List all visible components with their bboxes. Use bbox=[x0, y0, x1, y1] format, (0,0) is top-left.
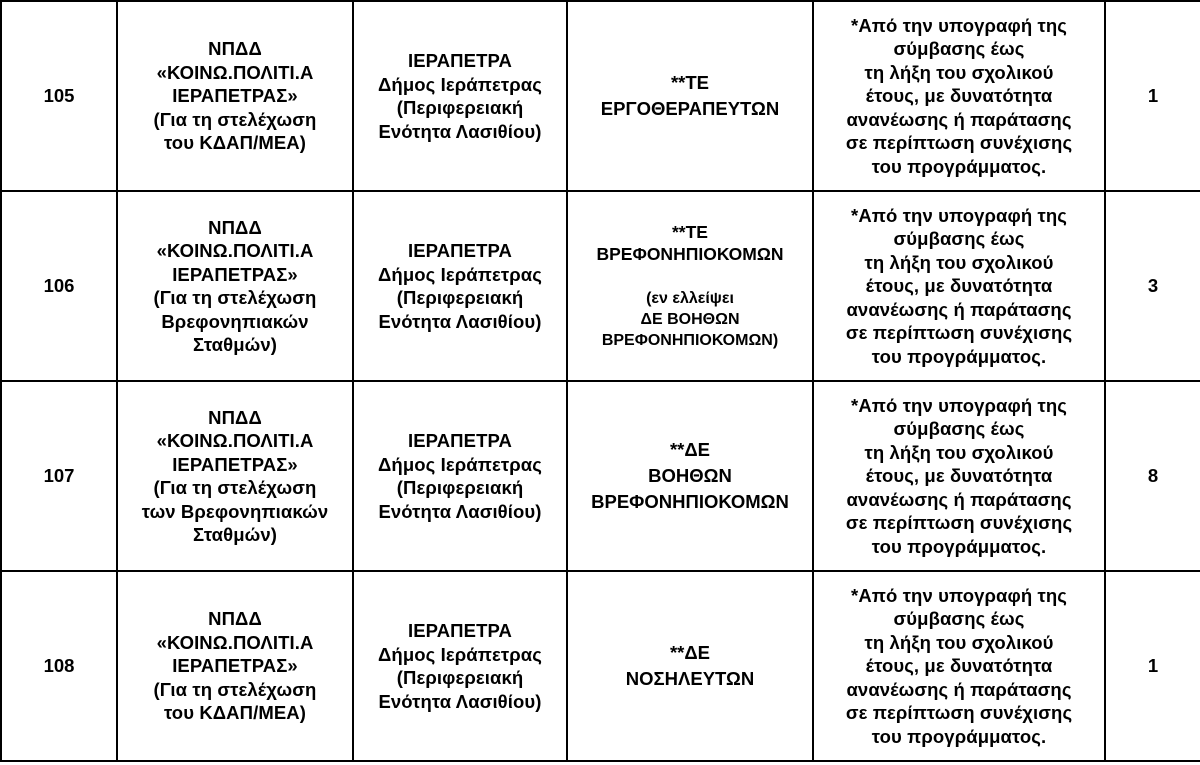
positions-count: 1 bbox=[1105, 571, 1200, 761]
row-number: 105 bbox=[1, 1, 117, 191]
service-unit: ΝΠΔΔ «ΚΟΙΝΩ.ΠΟΛΙΤΙ.Α ΙΕΡΑΠΕΤΡΑΣ» (Για τη στελέχωση Βρεφονηπιακών Σταθμών) bbox=[117, 191, 353, 381]
service-unit: ΝΠΔΔ «ΚΟΙΝΩ.ΠΟΛΙΤΙ.Α ΙΕΡΑΠΕΤΡΑΣ» (Για τη στελέχωση του ΚΔΑΠ/ΜΕΑ) bbox=[117, 571, 353, 761]
table-row bbox=[1, 381, 1200, 571]
table-row bbox=[1, 1, 1200, 191]
service-unit: ΝΠΔΔ «ΚΟΙΝΩ.ΠΟΛΙΤΙ.Α ΙΕΡΑΠΕΤΡΑΣ» (Για τη στελέχωση των Βρεφονηπιακών Σταθμών) bbox=[117, 381, 353, 571]
specialty-note: (εν ελλείψει ΔΕ ΒΟΗΘΩΝ ΒΡΕΦΟΝΗΠΙΟΚΟΜΩΝ) bbox=[601, 290, 779, 350]
location: ΙΕΡΑΠΕΤΡΑ Δήμος Ιεράπετρας (Περιφερειακή Ενότητα Λασιθίου) bbox=[353, 1, 567, 191]
specialty-cell bbox=[567, 381, 813, 571]
contract-duration: *Από την υπογραφή της σύμβασης έως τη λήξη του σχολικού έτους, με δυνατότητα ανανέωσης ή παράτασης σε περίπτωση συνέχισης του προγράμματος. bbox=[813, 191, 1105, 381]
row-number: 106 bbox=[1, 191, 117, 381]
specialty: **ΤΕ ΕΡΓΟΘΕΡΑΠΕΥΤΩΝ bbox=[600, 72, 780, 119]
positions-count: 3 bbox=[1105, 191, 1200, 381]
service-unit: ΝΠΔΔ «ΚΟΙΝΩ.ΠΟΛΙΤΙ.Α ΙΕΡΑΠΕΤΡΑΣ» (Για τη στελέχωση του ΚΔΑΠ/ΜΕΑ) bbox=[117, 1, 353, 191]
positions-count: 8 bbox=[1105, 381, 1200, 571]
specialty: **ΤΕ ΒΡΕΦΟΝΗΠΙΟΚΟΜΩΝ bbox=[596, 221, 784, 264]
table-row bbox=[1, 191, 1200, 381]
row-number: 108 bbox=[1, 571, 117, 761]
location: ΙΕΡΑΠΕΤΡΑ Δήμος Ιεράπετρας (Περιφερειακή Ενότητα Λασιθίου) bbox=[353, 571, 567, 761]
contract-duration: *Από την υπογραφή της σύμβασης έως τη λήξη του σχολικού έτους, με δυνατότητα ανανέωσης ή παράτασης σε περίπτωση συνέχισης του προγράμματος. bbox=[813, 571, 1105, 761]
specialty-cell bbox=[567, 571, 813, 761]
specialty-cell bbox=[567, 191, 813, 381]
contract-duration: *Από την υπογραφή της σύμβασης έως τη λήξη του σχολικού έτους, με δυνατότητα ανανέωσης ή παράτασης σε περίπτωση συνέχισης του προγράμματος. bbox=[813, 1, 1105, 191]
positions-count: 1 bbox=[1105, 1, 1200, 191]
specialty: **ΔΕ ΝΟΣΗΛΕΥΤΩΝ bbox=[625, 642, 755, 689]
location: ΙΕΡΑΠΕΤΡΑ Δήμος Ιεράπετρας (Περιφερειακή Ενότητα Λασιθίου) bbox=[353, 191, 567, 381]
table-row bbox=[1, 571, 1200, 761]
location: ΙΕΡΑΠΕΤΡΑ Δήμος Ιεράπετρας (Περιφερειακή Ενότητα Λασιθίου) bbox=[353, 381, 567, 571]
specialty: **ΔΕ ΒΟΗΘΩΝ ΒΡΕΦΟΝΗΠΙΟΚΟΜΩΝ bbox=[591, 439, 789, 512]
contract-duration: *Από την υπογραφή της σύμβασης έως τη λήξη του σχολικού έτους, με δυνατότητα ανανέωσης ή παράτασης σε περίπτωση συνέχισης του προγράμματος. bbox=[813, 381, 1105, 571]
row-number: 107 bbox=[1, 381, 117, 571]
specialty-cell bbox=[567, 1, 813, 191]
